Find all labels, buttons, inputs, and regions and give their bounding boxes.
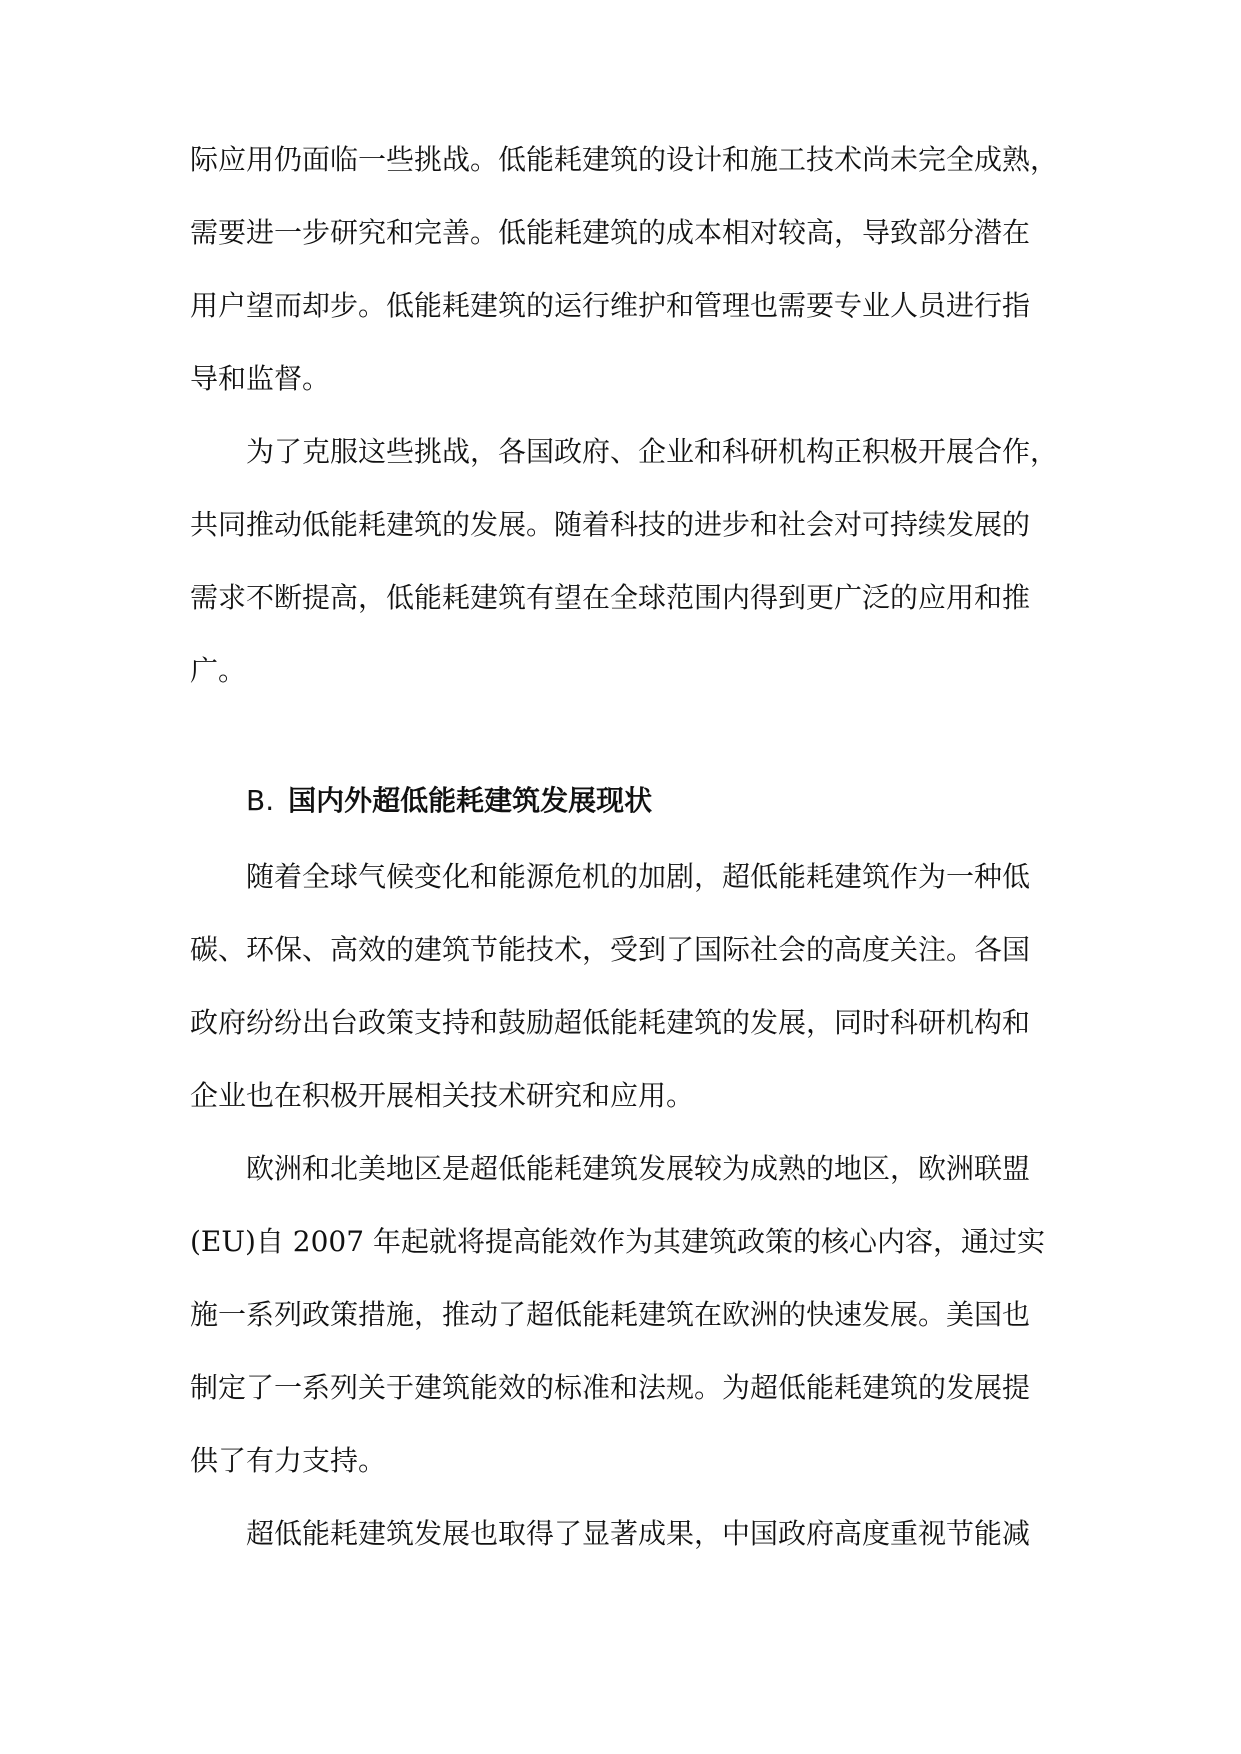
paragraph-1-line-2: 需要进一步研究和完善。低能耗建筑的成本相对较高，导致部分潜在 — [190, 216, 1031, 249]
paragraph-1-line-4: 导和监督。 — [190, 362, 331, 395]
section-paragraph-1-line-4: 企业也在积极开展相关技术研究和应用。 — [190, 1079, 695, 1112]
section-paragraph-3-line-1: 超低能耗建筑发展也取得了显著成果，中国政府高度重视节能减 — [246, 1517, 1031, 1550]
paragraph-1-line-3: 用户望而却步。低能耗建筑的运行维护和管理也需要专业人员进行指 — [190, 289, 1031, 322]
section-paragraph-2-line-4: 制定了一系列关于建筑能效的标准和法规。为超低能耗建筑的发展提 — [190, 1371, 1031, 1404]
section-paragraph-1-line-1: 随着全球气候变化和能源危机的加剧，超低能耗建筑作为一种低 — [246, 860, 1031, 893]
section-paragraph-2-line-3: 施一系列政策措施，推动了超低能耗建筑在欧洲的快速发展。美国也 — [190, 1298, 1031, 1331]
section-paragraph-2-line-1: 欧洲和北美地区是超低能耗建筑发展较为成熟的地区，欧洲联盟 — [246, 1152, 1031, 1185]
section-heading-marker: B. — [246, 784, 275, 817]
section-paragraph-2-line-5: 供了有力支持。 — [190, 1444, 387, 1477]
section-heading-title: 国内外超低能耗建筑发展现状 — [288, 784, 653, 817]
section-paragraph-1-line-3: 政府纷纷出台政策支持和鼓励超低能耗建筑的发展，同时科研机构和 — [190, 1006, 1031, 1039]
section-paragraph-2-line-2: (EU)自 2007 年起就将提高能效作为其建筑政策的核心内容，通过实 — [190, 1225, 1045, 1258]
section-heading — [246, 771, 1070, 831]
paragraph-2-line-3: 需求不断提高，低能耗建筑有望在全球范围内得到更广泛的应用和推 — [190, 581, 1031, 614]
paragraph-2-line-1: 为了克服这些挑战，各国政府、企业和科研机构正积极开展合作， — [246, 435, 1059, 468]
section-paragraph-1-line-2: 碳、环保、高效的建筑节能技术，受到了国际社会的高度关注。各国 — [190, 933, 1031, 966]
paragraph-2-line-2: 共同推动低能耗建筑的发展。随着科技的进步和社会对可持续发展的 — [190, 508, 1031, 541]
paragraph-1-line-1: 际应用仍面临一些挑战。低能耗建筑的设计和施工技术尚未完全成熟， — [190, 143, 1059, 176]
paragraph-2-line-4: 广。 — [190, 654, 247, 687]
